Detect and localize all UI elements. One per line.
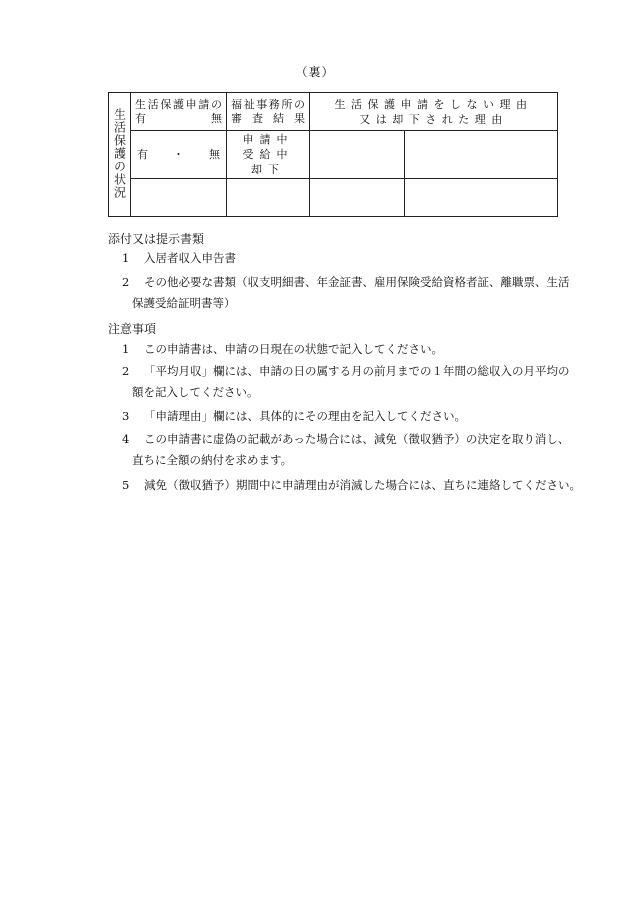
status-applying[interactable]: 申請中 — [242, 133, 294, 146]
note-item-2 — [122, 361, 582, 403]
side-label-cell — [109, 93, 131, 217]
note-item-3 — [122, 406, 582, 427]
choice-separator: ・ — [173, 147, 195, 161]
attachment-item-2-num: 2 — [122, 275, 130, 289]
empty-cell-2[interactable] — [227, 179, 310, 217]
note-item-1-text: この申請書は、申請の日現在の状態で記入してください。 — [144, 342, 443, 356]
choice-no[interactable]: 無 — [209, 147, 220, 161]
attachment-item-1 — [122, 248, 582, 269]
review-header-line1: 福祉事務所の — [231, 97, 305, 111]
welfare-status-table — [108, 92, 558, 217]
empty-cell-4[interactable] — [405, 179, 558, 217]
reason-cell-2[interactable] — [405, 131, 558, 179]
note-item-3-num: 3 — [122, 409, 130, 423]
review-header-cell — [227, 93, 310, 131]
note-item-2-text: 「平均月収」欄には、申請の日の属する月の前月までの１年間の総収入の月平均の — [144, 364, 570, 378]
review-status-cell[interactable] — [227, 131, 310, 179]
note-item-2-num: 2 — [122, 364, 130, 378]
note-item-1 — [122, 339, 582, 360]
application-header-cell — [131, 93, 227, 131]
status-receiving[interactable]: 受給中 — [242, 148, 294, 161]
note-item-4-num: 4 — [122, 432, 130, 446]
status-rejected[interactable]: 却下 — [251, 163, 285, 176]
application-header-no: 無 — [211, 111, 222, 125]
choice-yes[interactable]: 有 — [137, 147, 159, 161]
attachment-item-2-cont: 保護受給証明書等） — [132, 296, 236, 310]
empty-cell-3[interactable] — [310, 179, 405, 217]
page-heading: （裏） — [295, 65, 335, 79]
empty-cell-1[interactable] — [131, 179, 227, 217]
attachment-item-1-num: 1 — [122, 251, 130, 265]
application-header-line2 — [131, 112, 226, 126]
notes-title: 注意事項 — [108, 322, 157, 336]
reason-header-line2: 又は却下された理由 — [359, 112, 508, 126]
note-item-5-num: 5 — [122, 478, 130, 492]
application-choice — [131, 148, 226, 162]
application-header-line1: 生活保護申請の — [135, 97, 222, 111]
note-item-4-cont: 直ちに全額の納付を求めます。 — [132, 453, 293, 467]
note-item-2-cont: 額を記入してください。 — [132, 385, 259, 399]
application-choice-cell[interactable] — [131, 131, 227, 179]
application-header-yes: 有 — [135, 111, 146, 125]
side-label: 生活保護の状況 — [112, 107, 127, 199]
note-item-4-text: この申請書に虚偽の記載があった場合には、減免（徴収猶予）の決定を取り消し、 — [144, 432, 570, 446]
attachment-item-2-text: その他必要な書類（収支明細書、年金証書、雇用保険受給資格者証、離職票、生活 — [144, 275, 570, 289]
note-item-1-num: 1 — [122, 342, 130, 356]
note-item-4 — [122, 429, 582, 471]
reason-header-cell — [310, 93, 558, 131]
note-item-5-text: 減免（徴収猶予）期間中に申請理由が消滅した場合には、直ちに連絡してください。 — [144, 478, 581, 492]
attachments-title: 添付又は提示書類 — [108, 232, 205, 246]
note-item-5 — [122, 475, 582, 496]
note-item-3-text: 「申請理由」欄には、具体的にその理由を記入してください。 — [144, 409, 466, 423]
reason-cell-1[interactable] — [310, 131, 405, 179]
attachment-item-1-text: 入居者収入申告書 — [144, 251, 236, 265]
attachment-item-2 — [122, 272, 582, 314]
review-header-line2: 審 査 結 果 — [231, 111, 305, 125]
reason-header-line1: 生活保護申請をしない理由 — [334, 97, 533, 111]
